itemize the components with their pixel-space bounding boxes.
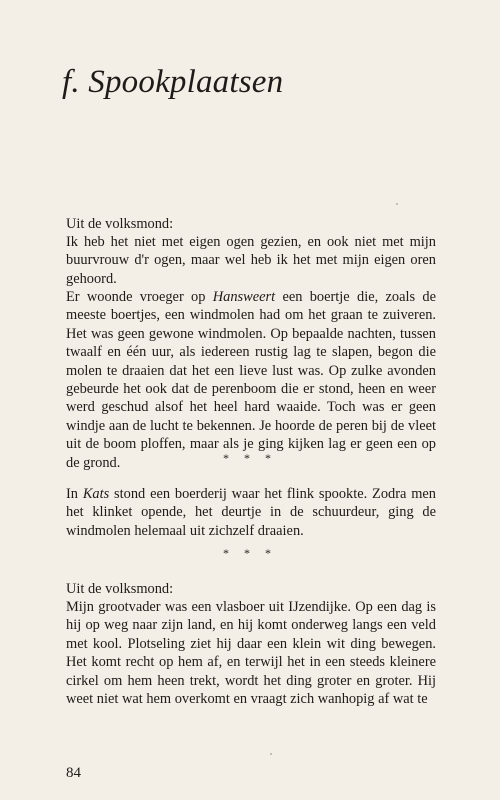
source-label-1: Uit de volksmond: xyxy=(66,216,174,232)
paragraph-hansweert-rest: een boertje die, zoals de meeste boertjes, een windmolen had om het graan te zuiveren. Het was geen gewone windmolen. Op bepaalde nachten, tussen twaalf en één uur, als iedereen rustig lag te slapen, begon die molen te draaien dat het een lieve lust was. Op zulke avonden gebeurde het ook dat de perenboom die er stond, heen en weer werd geschud alsof het heel hard waaide. Toch was er geen windje aan de lucht te bekennen. Je hoorde de peren bij de vleet uit de boom ploffen, maar als je ging kijken lag er geen een op de grond. xyxy=(66,289,436,471)
page-number: 84 xyxy=(66,765,81,781)
source-label-2: Uit de volksmond: xyxy=(66,581,174,597)
chapter-title: f. Spookplaatsen xyxy=(62,64,284,101)
place-name-kats: Kats xyxy=(82,486,110,502)
paragraph-testimony-1: Ik heb het niet met eigen ogen gezien, en ook niet met mijn buurvrouw d'r ogen, maar wel heb ik het met mijn eigen oren gehoord. xyxy=(66,234,436,287)
paper-speck xyxy=(396,203,398,205)
paragraph-grandfather: Mijn grootvader was een vlasboer uit IJzendijke. Op een dag is hij op weg naar zijn land, en hij komt onderweg langs een veld met kool. Plotseling ziet hij daar een klein wit ding bewegen. Het komt recht op hem af, en terwijl het in een steeds kleinere cirkel om hem heen trekt, wordt het ding groter en groter. Hij weet niet wat hem overkomt en vraagt zich wanhopig af wat te xyxy=(66,599,436,708)
place-name-hansweert: Hansweert xyxy=(212,289,276,305)
paragraph-kats-start: In xyxy=(66,486,83,502)
section-separator-2: * * * xyxy=(223,546,277,560)
section-separator-1: * * * xyxy=(223,451,277,465)
paragraph-kats xyxy=(66,485,436,540)
paragraph-hansweert xyxy=(66,288,436,472)
paragraph-hansweert-start: Er woonde vroeger op xyxy=(66,289,213,305)
paper-speck xyxy=(270,753,272,755)
paragraph-kats-rest: stond een boerderij waar het flink spookte. Zodra men het klinket opende, het deurtje in de schuurdeur, ging de windmolen helemaal uit zichzelf draaien. xyxy=(66,486,436,539)
